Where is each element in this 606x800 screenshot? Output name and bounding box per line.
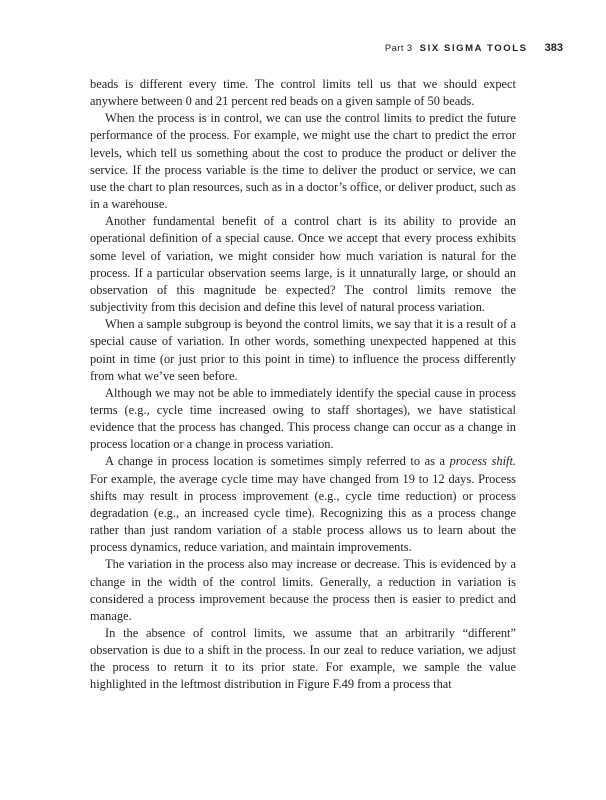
body-text	[90, 76, 516, 694]
paragraph-6-lead: A change in process location is sometimes simply referred to as a	[105, 454, 450, 469]
paragraph-1: beads is different every time. The control limits tell us that we should expect anywhere between 0 and 21 percent red beads on a given sample of 50 beads.	[90, 77, 516, 109]
part-label: Part 3	[384, 43, 413, 54]
paragraph-8: In the absence of control limits, we assume that an arbitrarily “different” observation is due to a shift in the process. In our zeal to reduce variation, we adjust the process to return it to its prior state. For example, we sample the value highlighted in the leftmost distribution in Figure F.49 from a process that	[90, 626, 516, 692]
section-title: SIX SIGMA TOOLS	[419, 43, 528, 54]
paragraph-6-term: process shift.	[449, 454, 517, 469]
paragraph-4: When a sample subgroup is beyond the control limits, we say that it is a result of a special cause of variation. In other words, something unexpected happened at this point in time (or just prior to this point in time) to influence the process differently from what we’ve seen before.	[90, 317, 516, 383]
paragraph-3: Another fundamental benefit of a control chart is its ability to provide an operational definition of a special cause. Once we accept that every process exhibits some level of variation, we might consider how much variation is natural for the process. If a particular observation seems large, is it unnaturally large, or should an observation of this magnitude be expected? The control limits remove the subjectivity from this decision and define this level of natural process variation.	[90, 214, 516, 315]
page-number: 383	[544, 42, 563, 54]
paragraph-5: Although we may not be able to immediately identify the special cause in process terms (e.g., cycle time increased owing to staff shortages), we have statistical evidence that the process has changed. This process change can occur as a change in process location or a change in process variation.	[90, 385, 516, 452]
paragraph-2: When the process is in control, we can use the control limits to predict the future performance of the process. For example, we might use the chart to predict the error levels, which tell us something about the cost to produce the product or deliver the service. If the process variable is the time to deliver the product or service, we can use the chart to plan resources, such as in a doctor’s office, or deliver product, such as in a warehouse.	[90, 111, 516, 212]
running-head	[385, 42, 563, 54]
paragraph-6	[90, 453, 516, 556]
paragraph-7: The variation in the process also may increase or decrease. This is evidenced by a change in the width of the control limits. Generally, a reduction in variation is considered a process improvement because the process then is easier to predict and manage.	[90, 557, 516, 623]
paragraph-6-rest: For example, the average cycle time may have changed from 19 to 12 days. Process shifts may result in process improvement (e.g., cycle time reduction) or process degradation (e.g., an increased cycle time). Recognizing this as a process change rather than just random variation of a stable process allows us to learn about the process dynamics, reduce variation, and maintain improvements.	[90, 471, 516, 555]
